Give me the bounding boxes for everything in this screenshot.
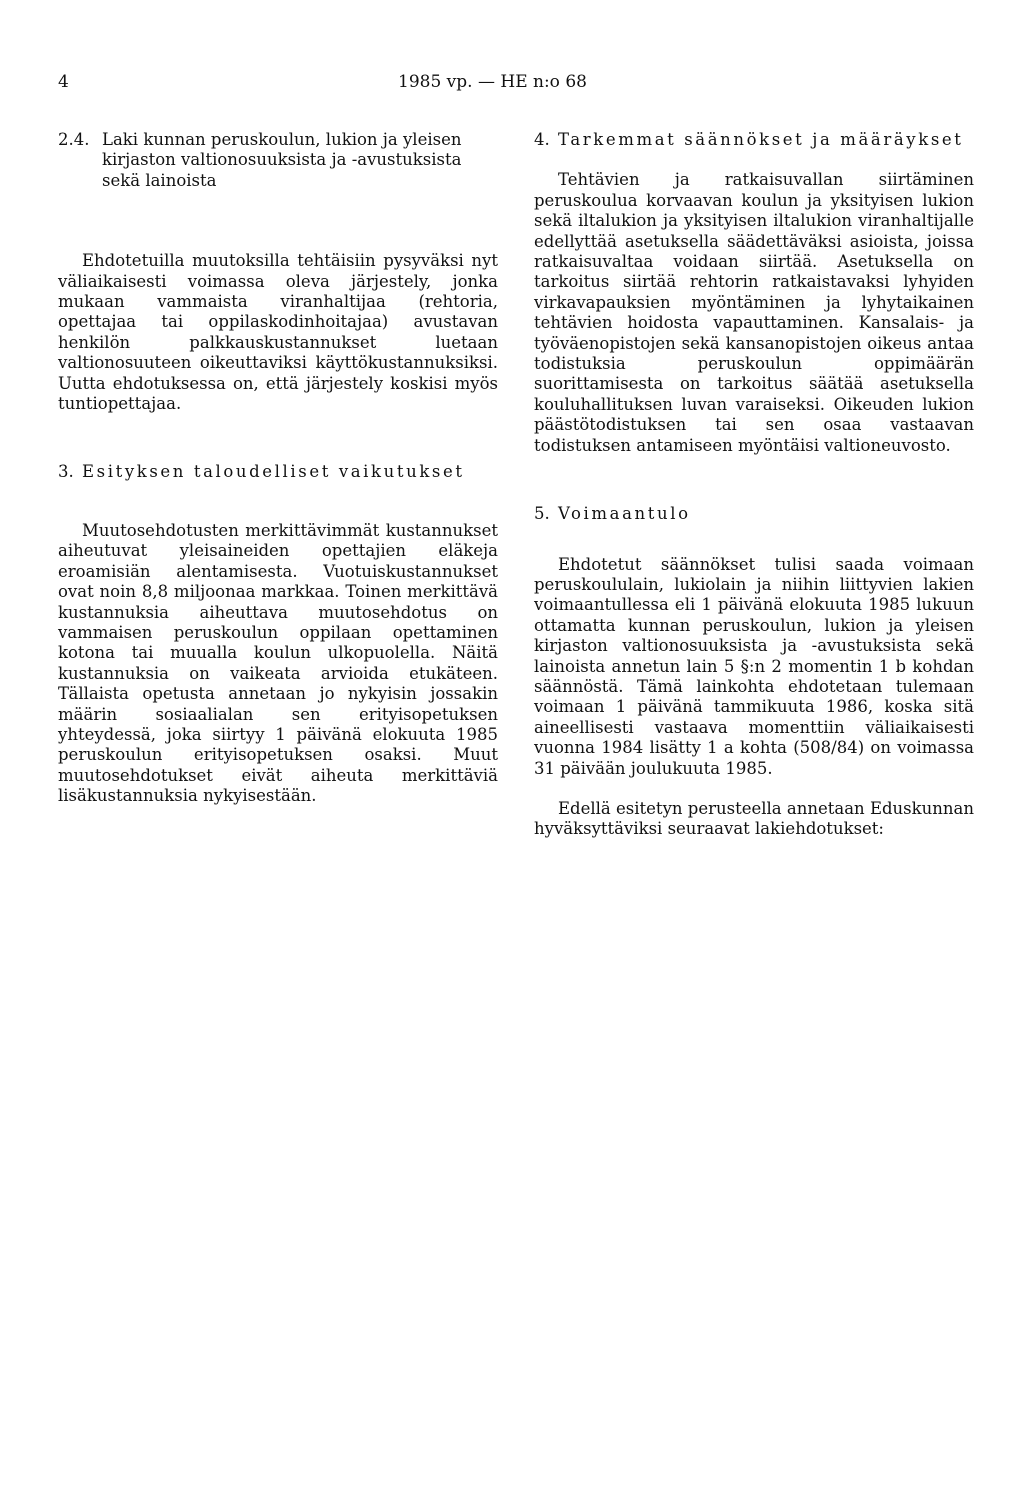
- page-number: 4: [58, 72, 69, 92]
- section-5-body-1: Ehdotetut säännökset tulisi saada voimaan peruskoululain, lukiolain ja niihin liittyvien lakien voimaantullessa eli 1 päivänä elokuuta 1985 lukuun ottamatta kunnan peruskoulun, lukion ja yleisen kirjaston valtionosuuksista ja -avustuksista sekä lainoista annetun lain 5 §:n 2 momentin 1 b kohdan säännöstä. Tämä lainkohta ehdotetaan tulemaan voimaan 1 päivänä tammikuuta 1986, koska sitä aineellisesti vastaava momenttiin väliaikaisesti vuonna 1984 lisätty 1 a kohta (508/84) on voimassa 31 päivään joulukuuta 1985.: [534, 554, 974, 778]
- spacer: [534, 456, 974, 504]
- section-5-body-2: Edellä esitetyn perusteella annetaan Eduskunnan hyväksyttäviksi seuraavat lakiehdotukset:: [534, 798, 974, 839]
- section-2-4-body: Ehdotetuilla muutoksilla tehtäisiin pysyväksi nyt väliaikaisesti voimassa oleva järjestely, jonka mukaan vammaista viranhaltijaa (rehtoria, opettajaa tai oppilaskodinhoitajaa) avustavan henkilön palkkauskustannukset luetaan valtionosuuteen oikeuttaviksi käyttökustannuksiksi. Uutta ehdotuksessa on, että järjestely koskisi myös tuntiopettajaa.: [58, 251, 498, 414]
- section-4-number: 4.: [534, 130, 550, 149]
- spacer: [58, 191, 498, 251]
- spacer: [534, 525, 974, 555]
- section-5-heading: [534, 504, 974, 524]
- section-4-heading: [534, 130, 974, 150]
- spacer: [58, 414, 498, 462]
- section-3-heading: [58, 462, 498, 482]
- section-5-number: 5.: [534, 504, 550, 524]
- section-4-title: Tarkemmat säännökset ja määräykset: [558, 130, 964, 149]
- section-2-4-title: Laki kunnan peruskoulun, lukion ja yleisen kirjaston valtionosuuksista ja -avustuksista sekä lainoista: [102, 130, 462, 190]
- section-4-body: Tehtävien ja ratkaisuvallan siirtäminen peruskoulua korvaavan koulun ja yksityisen lukion sekä iltalukion ja yksityisen iltalukion viranhaltijalle edellyttää asetuksella säädettäväksi asioista, joissa ratkaisuvaltaa voidaan siirtää. Asetuksella on tarkoitus siirtää rehtorin ratkaistavaksi lyhyiden virkavapauksien myöntäminen ja lyhytaikainen tehtävien hoidosta vapauttaminen. Kansalais- ja työväenopistojen sekä kansanopistojen oikeus antaa todistuksia peruskoulun oppimäärän suorittamisesta on tarkoitus säätää asetuksella kouluhallituksen luvan varaiseksi. Oikeuden lukion päästötodistuksen tai sen osaa vastaavan todistuksen antamiseen myöntäisi valtioneuvosto.: [534, 170, 974, 455]
- spacer: [534, 150, 974, 170]
- right-column: [534, 130, 974, 840]
- spacer: [534, 779, 974, 799]
- left-column: [58, 130, 498, 807]
- section-2-4-heading: [58, 130, 498, 191]
- section-3-title: Esityksen taloudelliset vaikutukset: [82, 462, 465, 482]
- section-5-title: Voimaantulo: [558, 504, 691, 524]
- section-2-4-number: 2.4.: [58, 130, 90, 149]
- spacer: [58, 483, 498, 521]
- section-3-number: 3.: [58, 462, 74, 482]
- section-3-body: Muutosehdotusten merkittävimmät kustannukset aiheutuvat yleisaineiden opettajien eläkeja eroamisiän alentamisesta. Vuotuiskustannukset ovat noin 8,8 miljoonaa markkaa. Toinen merkittävä kustannuksia aiheuttava muutosehdotus on vammaisen peruskoulun oppilaan opettaminen kotona tai muualla koulun ulkopuolella. Näitä kustannuksia on vaikeata arvioida etukäteen. Tällaista opetusta annetaan jo nykyisin jossakin määrin sosiaalialan sen erityisopetuksen yhteydessä, joka siirtyy 1 päivänä elokuuta 1985 peruskoulun erityisopetuksen osaksi. Muut muutosehdotukset eivät aiheuta merkittäviä lisäkustannuksia nykyisestään.: [58, 520, 498, 806]
- running-header: 1985 vp. — HE n:o 68: [398, 72, 587, 92]
